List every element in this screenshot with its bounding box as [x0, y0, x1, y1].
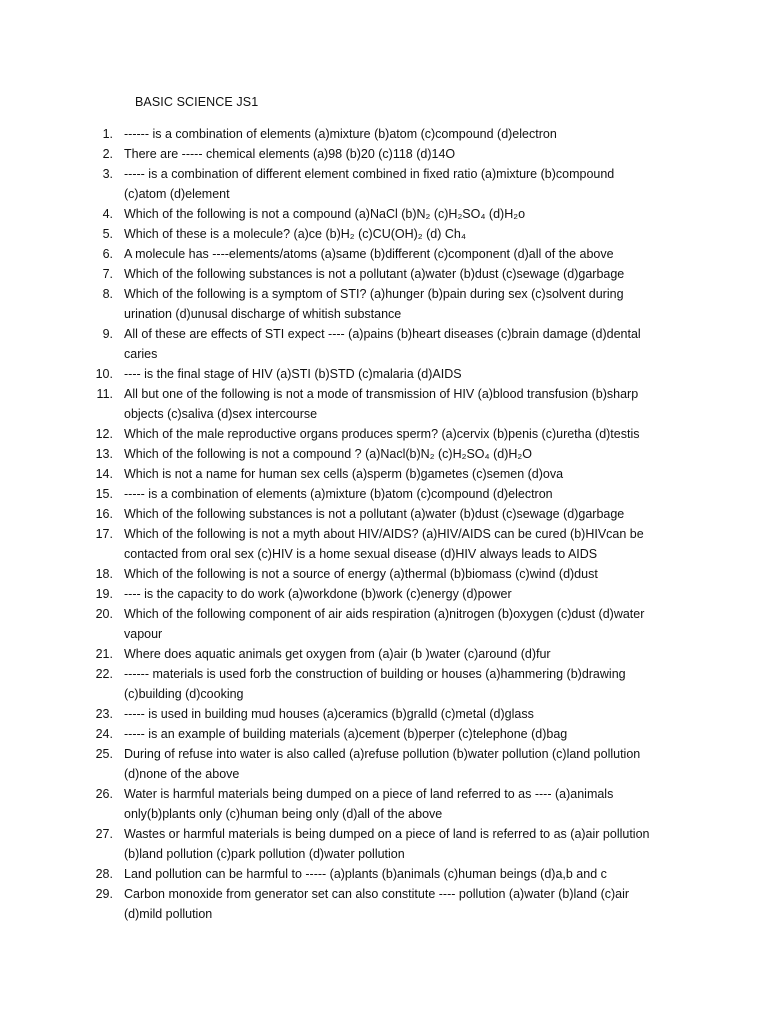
question-number: 5.: [102, 227, 113, 241]
question-item: [0, 704, 768, 724]
question-item: [0, 124, 768, 144]
question-continuation: [0, 844, 768, 864]
question-number: 22.: [95, 667, 113, 681]
question-text: (d)none of the above: [124, 767, 240, 781]
question-number: 17.: [95, 527, 113, 541]
question-text: ----- is an example of building materials (a)cement (b)perper (c)telephone (d)bag: [124, 727, 568, 741]
question-item: [0, 564, 768, 584]
question-text: ---- is the final stage of HIV (a)STI (b)STD (c)malaria (d)AIDS: [124, 367, 462, 381]
question-text: Where does aquatic animals get oxygen from (a)air (b )water (c)around (d)fur: [124, 647, 551, 661]
question-continuation: [0, 344, 768, 364]
question-text: Which of the following is not a compound ? (a)Nacl(b)N₂ (c)H₂SO₄ (d)H₂O: [124, 447, 532, 461]
question-continuation: [0, 624, 768, 644]
question-text: Which of the following substances is not a pollutant (a)water (b)dust (c)sewage (d)garbage: [124, 267, 625, 281]
question-number: 23.: [95, 707, 113, 721]
question-item: [0, 664, 768, 684]
question-text: Wastes or harmful materials is being dumped on a piece of land is referred to as (a)air pollution: [124, 827, 650, 841]
question-item: [0, 384, 768, 404]
page-title: BASIC SCIENCE JS1: [135, 95, 259, 109]
question-number: 16.: [95, 507, 113, 521]
question-number: [0, 804, 124, 824]
question-text: During of refuse into water is also called (a)refuse pollution (b)water pollution (c)land pollution: [124, 747, 641, 761]
question-number: 13.: [95, 447, 113, 461]
question-number: 27.: [95, 827, 113, 841]
question-continuation: [0, 804, 768, 824]
question-number: [0, 844, 124, 864]
question-text: vapour: [124, 627, 163, 641]
question-number: [0, 404, 124, 424]
question-item: [0, 524, 768, 544]
question-text: (d)mild pollution: [124, 907, 213, 921]
question-text: (c)building (d)cooking: [124, 687, 244, 701]
question-number: 14.: [95, 467, 113, 481]
question-text: ------ is a combination of elements (a)mixture (b)atom (c)compound (d)electron: [124, 127, 557, 141]
question-text: urination (d)unusal discharge of whitish substance: [124, 307, 402, 321]
question-text: Which of these is a molecule? (a)ce (b)H₂ (c)CU(OH)₂ (d) Ch₄: [124, 227, 466, 241]
question-text: Which of the male reproductive organs produces sperm? (a)cervix (b)penis (c)uretha (d)testis: [124, 427, 640, 441]
question-item: [0, 164, 768, 184]
question-continuation: [0, 684, 768, 704]
question-text: Water is harmful materials being dumped on a piece of land referred to as ---- (a)animals: [124, 787, 614, 801]
question-text: Which is not a name for human sex cells (a)sperm (b)gametes (c)semen (d)ova: [124, 467, 564, 481]
question-number: 7.: [102, 267, 113, 281]
question-item: [0, 864, 768, 884]
question-text: ----- is a combination of elements (a)mixture (b)atom (c)compound (d)electron: [124, 487, 553, 501]
question-number: [0, 904, 124, 924]
question-number: 10.: [95, 367, 113, 381]
question-text: Which of the following substances is not a pollutant (a)water (b)dust (c)sewage (d)garbage: [124, 507, 625, 521]
question-text: contacted from oral sex (c)HIV is a home sexual disease (d)HIV always leads to AIDS: [124, 547, 598, 561]
question-item: [0, 364, 768, 384]
question-text: Carbon monoxide from generator set can also constitute ---- pollution (a)water (b)land (c)air: [124, 887, 630, 901]
question-text: A molecule has ----elements/atoms (a)same (b)different (c)component (d)all of the above: [124, 247, 614, 261]
question-text: objects (c)saliva (d)sex intercourse: [124, 407, 318, 421]
question-item: [0, 224, 768, 244]
question-text: ----- is a combination of different element combined in fixed ratio (a)mixture (b)compound: [124, 167, 615, 181]
question-number: 19.: [95, 587, 113, 601]
question-item: [0, 744, 768, 764]
question-continuation: [0, 304, 768, 324]
question-number: 18.: [95, 567, 113, 581]
question-continuation: [0, 404, 768, 424]
question-item: [0, 324, 768, 344]
question-text: Which of the following is not a myth about HIV/AIDS? (a)HIV/AIDS can be cured (b)HIVcan be: [124, 527, 644, 541]
question-continuation: [0, 544, 768, 564]
question-text: Which of the following is a symptom of STI? (a)hunger (b)pain during sex (c)solvent during: [124, 287, 624, 301]
question-number: 15.: [95, 487, 113, 501]
question-number: 25.: [95, 747, 113, 761]
question-number: [0, 684, 124, 704]
question-item: [0, 604, 768, 624]
question-number: [0, 624, 124, 644]
question-text: Which of the following component of air aids respiration (a)nitrogen (b)oxygen (c)dust (d)water: [124, 607, 645, 621]
question-number: 9.: [102, 327, 113, 341]
question-text: caries: [124, 347, 158, 361]
question-text: There are ----- chemical elements (a)98 (b)20 (c)118 (d)14O: [124, 147, 456, 161]
question-number: 2.: [102, 147, 113, 161]
question-text: All but one of the following is not a mode of transmission of HIV (a)blood transfusion (b)sharp: [124, 387, 639, 401]
question-number: [0, 344, 124, 364]
question-number: 12.: [95, 427, 113, 441]
question-continuation: [0, 904, 768, 924]
question-item: [0, 444, 768, 464]
question-number: 8.: [102, 287, 113, 301]
question-number: 29.: [95, 887, 113, 901]
question-text: Which of the following is not a source of energy (a)thermal (b)biomass (c)wind (d)dust: [124, 567, 598, 581]
question-number: 4.: [102, 207, 113, 221]
question-item: [0, 884, 768, 904]
question-item: [0, 484, 768, 504]
question-item: [0, 144, 768, 164]
question-text: (b)land pollution (c)park pollution (d)water pollution: [124, 847, 405, 861]
question-number: 3.: [102, 167, 113, 181]
question-number: 28.: [95, 867, 113, 881]
question-text: ------ materials is used forb the construction of building or houses (a)hammering (b)drawing: [124, 667, 626, 681]
question-text: only(b)plants only (c)human being only (d)all of the above: [124, 807, 443, 821]
question-item: [0, 784, 768, 804]
question-number: [0, 544, 124, 564]
question-item: [0, 584, 768, 604]
question-number: [0, 764, 124, 784]
question-item: [0, 244, 768, 264]
question-number: 11.: [96, 387, 113, 401]
question-item: [0, 504, 768, 524]
question-item: [0, 204, 768, 224]
question-item: [0, 644, 768, 664]
question-continuation: [0, 184, 768, 204]
question-text: All of these are effects of STI expect ---- (a)pains (b)heart diseases (c)brain damage (d)dental: [124, 327, 641, 341]
question-number: 24.: [95, 727, 113, 741]
question-number: [0, 184, 124, 204]
question-number: 21.: [95, 647, 113, 661]
question-item: [0, 424, 768, 444]
question-item: [0, 464, 768, 484]
question-item: [0, 824, 768, 844]
question-text: ---- is the capacity to do work (a)workdone (b)work (c)energy (d)power: [124, 587, 512, 601]
question-number: 1.: [102, 127, 113, 141]
question-text: (c)atom (d)element: [124, 187, 230, 201]
question-number: 26.: [95, 787, 113, 801]
question-number: 6.: [102, 247, 113, 261]
question-number: 20.: [95, 607, 113, 621]
question-text: Which of the following is not a compound (a)NaCl (b)N₂ (c)H₂SO₄ (d)H₂o: [124, 207, 526, 221]
question-text: Land pollution can be harmful to ----- (a)plants (b)animals (c)human beings (d)a,b and c: [124, 867, 607, 881]
question-list: [0, 124, 768, 924]
question-item: [0, 264, 768, 284]
question-text: ----- is used in building mud houses (a)ceramics (b)grall​d (c)metal (d)glass: [124, 707, 534, 721]
question-item: [0, 284, 768, 304]
question-continuation: [0, 764, 768, 784]
question-item: [0, 724, 768, 744]
question-number: [0, 304, 124, 324]
